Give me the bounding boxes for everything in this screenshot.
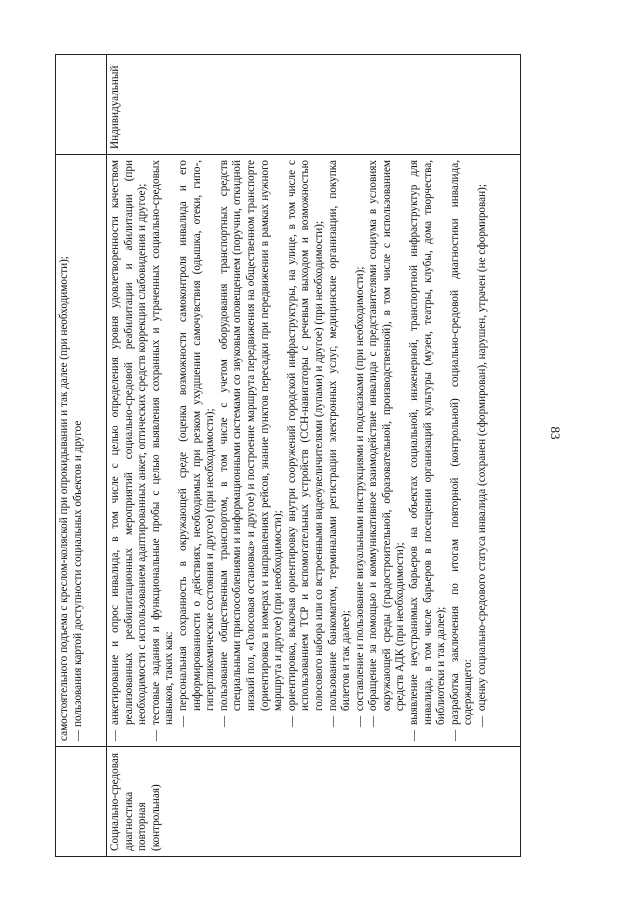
services-table — [55, 54, 521, 857]
continuation-empty-cell-3 — [56, 55, 107, 155]
list-item — [449, 160, 476, 741]
list-item-text: анкетирование и опрос инвалида, в том числе с целью определения уровня удовлетворенности качеством реализованных реабилитационных мероприятий социально-средовой реабилитации и абилитации (при необходимости с использованием адаптированных анкет, оптических средств коррекции слабовидения и другое); — [109, 160, 149, 725]
dash-marker: — — [109, 729, 121, 741]
list-item-text: ориентировка, включая ориентировку внутри сооружений городской инфраструктуры, на улице, в том числе с использованием ТСР и вспомогательных устройств (ССН-навигаторы с речевым выходом и возможностью голосового набора или со встроенными видеоувеличителями (лупами) и другое) (при необходимости); — [285, 160, 325, 711]
list-item-text: обращение за помощью и коммуникативное взаимодействие инвалида с представителями социума в условиях окружающей среды (градостроительной, образовательной, производственной), в том числе с использованием средств АДК (при необходимости); — [367, 160, 407, 711]
dash-marker: — — [476, 715, 489, 727]
rotated-page-content — [55, 55, 521, 857]
list-item-text: разработка заключения по итогам повторной (контрольной) социально-средовой диагностики инвалида, содержащего: — [448, 160, 475, 725]
dash-marker: — — [176, 715, 189, 727]
list-item — [327, 160, 354, 741]
continuation-empty-cell-1 — [56, 747, 107, 857]
list-item — [109, 160, 150, 741]
list-item — [150, 160, 177, 741]
list-item-text: пользование банкоматом, терминалами регистрации электронных услуг, медицинские организации, покупка билетов и так далее); — [326, 160, 353, 711]
continuation-line: — пользования картой доступности социальных объектов и другое — [71, 420, 84, 741]
list-item-text: пользование общественным транспортом, в том числе с учетом оборудования транспортных средств специальными приспособлениями и информационными системами со звуковым оповещением (поручни, откидной низкий пол, «Голосовая остановка» и другое) и построение маршрута передвижения на общественном транспорте (ориентировка в номерах и направлениях рейсов, знание пунктов пересадки при передвижении в рамках нужного маршрута и другое) (при необходимости); — [217, 160, 285, 711]
list-item-text: оценку социально-средового статуса инвалида (сохранен (сформирован), нарушен, утрачен (не сформирован); — [476, 184, 489, 711]
continuation-row — [56, 55, 107, 857]
list-item-text: составление и пользование визуальными инструкциями и подсказками (при необходимости); — [353, 266, 366, 711]
dash-marker: — — [285, 715, 298, 727]
continuation-text-cell — [56, 155, 107, 747]
dash-marker: — — [367, 715, 380, 727]
list-item-text: выявление неустранимых барьеров на объектах социальной, инженерной, транспортной инфраструктур для инвалида, в том числе барьеров в посещении организаций культуры (музеи, театры, клубы, дома творчества, библиотеки и так далее); — [408, 160, 448, 725]
service-form: Индивидуальный — [109, 65, 121, 149]
list-item — [177, 160, 218, 741]
list-item — [367, 160, 408, 741]
list-item-text: тестовые задания и функциональные пробы с целью выявления сохранных и утраченных социально-средовых навыков, таких как: — [149, 160, 176, 725]
dash-marker: — — [448, 729, 461, 741]
list-item — [408, 160, 449, 741]
list-item — [286, 160, 327, 741]
dash-marker: — — [326, 715, 339, 727]
service-content-cell — [107, 155, 521, 747]
list-item — [218, 160, 286, 741]
service-title-cell — [107, 747, 521, 857]
diagnostics-row — [107, 55, 521, 857]
continuation-line: самостоятельного подъема с креслом-коляской при опрокидывании и так далее (при необходимости); — [58, 256, 70, 741]
service-form-cell — [107, 55, 521, 155]
page-number: 83 — [548, 426, 563, 440]
list-item — [354, 160, 368, 741]
dash-marker: — — [408, 729, 421, 741]
service-title: Социально-средовая диагностика повторная (контрольная) — [109, 753, 162, 851]
list-item — [476, 160, 490, 741]
list-item-text: персональная сохранность в окружающей среде (оценка возможности самоконтроля инвалида и его информированности о действиях, необходимых при резком ухудшении самочувствия (одышка, отеки, гипо-, гипергликемические состояния и другое) (при необходимости); — [176, 160, 217, 711]
dash-marker: — — [217, 715, 230, 727]
dash-marker: — — [149, 729, 162, 741]
dash-marker: — — [353, 715, 366, 727]
